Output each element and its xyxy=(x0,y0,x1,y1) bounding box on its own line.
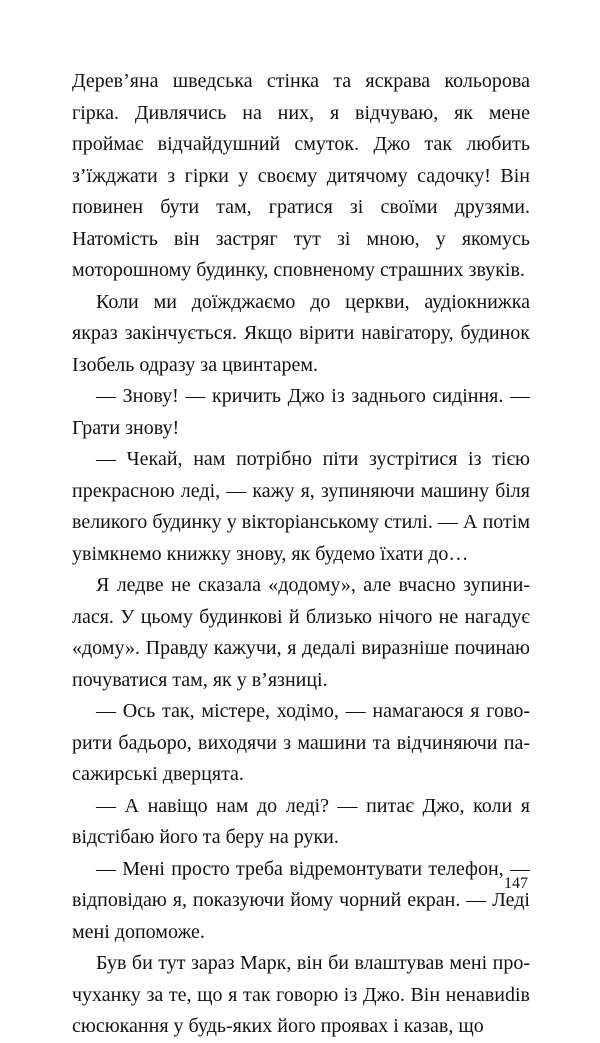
paragraph-7: — А навіщо нам до леді? — питає Джо, коли я відстібаю його та беру на руки. xyxy=(72,794,530,848)
paragraph-4: — Чекай, нам потрібно піти зустрітися із тією прекрасною леді, — кажу я, зупиняючи машину біля великого будинку у вікторіанському стилі. — А потім увімкнемо книжку знову, як будемо їхати до… xyxy=(72,448,530,565)
book-page-text xyxy=(72,66,530,1043)
paragraph-6: — Ось так, містере, ходімо, — намагаюся я говорити бадьоро, виходячи з машини та відчиняючи пасажирські дверцята. xyxy=(72,700,530,785)
paragraph-1: Дерев’яна шведська стінка та яскрава кольорова гірка. Дивлячись на них, я відчуваю, як мене проймає відчайдушний смуток. Джо так любить з’їжджати з гірки у своєму дитячому садочку! Він повинен бути там, гратися зі своїми друзями. Натомість він застряг тут зі мною, у якомусь моторошному будинку, сповненому страшних звуків. xyxy=(72,70,530,281)
page-number: 147 xyxy=(504,875,528,892)
paragraph-3: — Знову! — кричить Джо із заднього сидіння. — Грати знову! xyxy=(72,385,530,439)
paragraph-5: Я ледве не сказала «додому», але вчасно зупинилася. У цьому будинкові й близько нічого не нагадує «дому». Правду кажучи, я дедалі виразніше починаю почуватися там, як у в’язниці. xyxy=(72,574,530,691)
paragraph-2: Коли ми доїжджаємо до церкви, аудіокнижка якраз закінчується. Якщо вірити навігатору, будинок Ізобель одразу за цвинтарем. xyxy=(72,290,530,376)
paragraph-8: — Мені просто треба відремонтувати телефон, — відповідаю я, показуючи йому чорний екран. — Леді мені допоможе. xyxy=(72,857,530,943)
paragraph-9: Був би тут зараз Марк, він би влаштував мені прочуханку за те, що я так говорю із Джо. Він ненавиdів сюсюкання у будь-яких його проявах і казав, що xyxy=(72,952,530,1037)
